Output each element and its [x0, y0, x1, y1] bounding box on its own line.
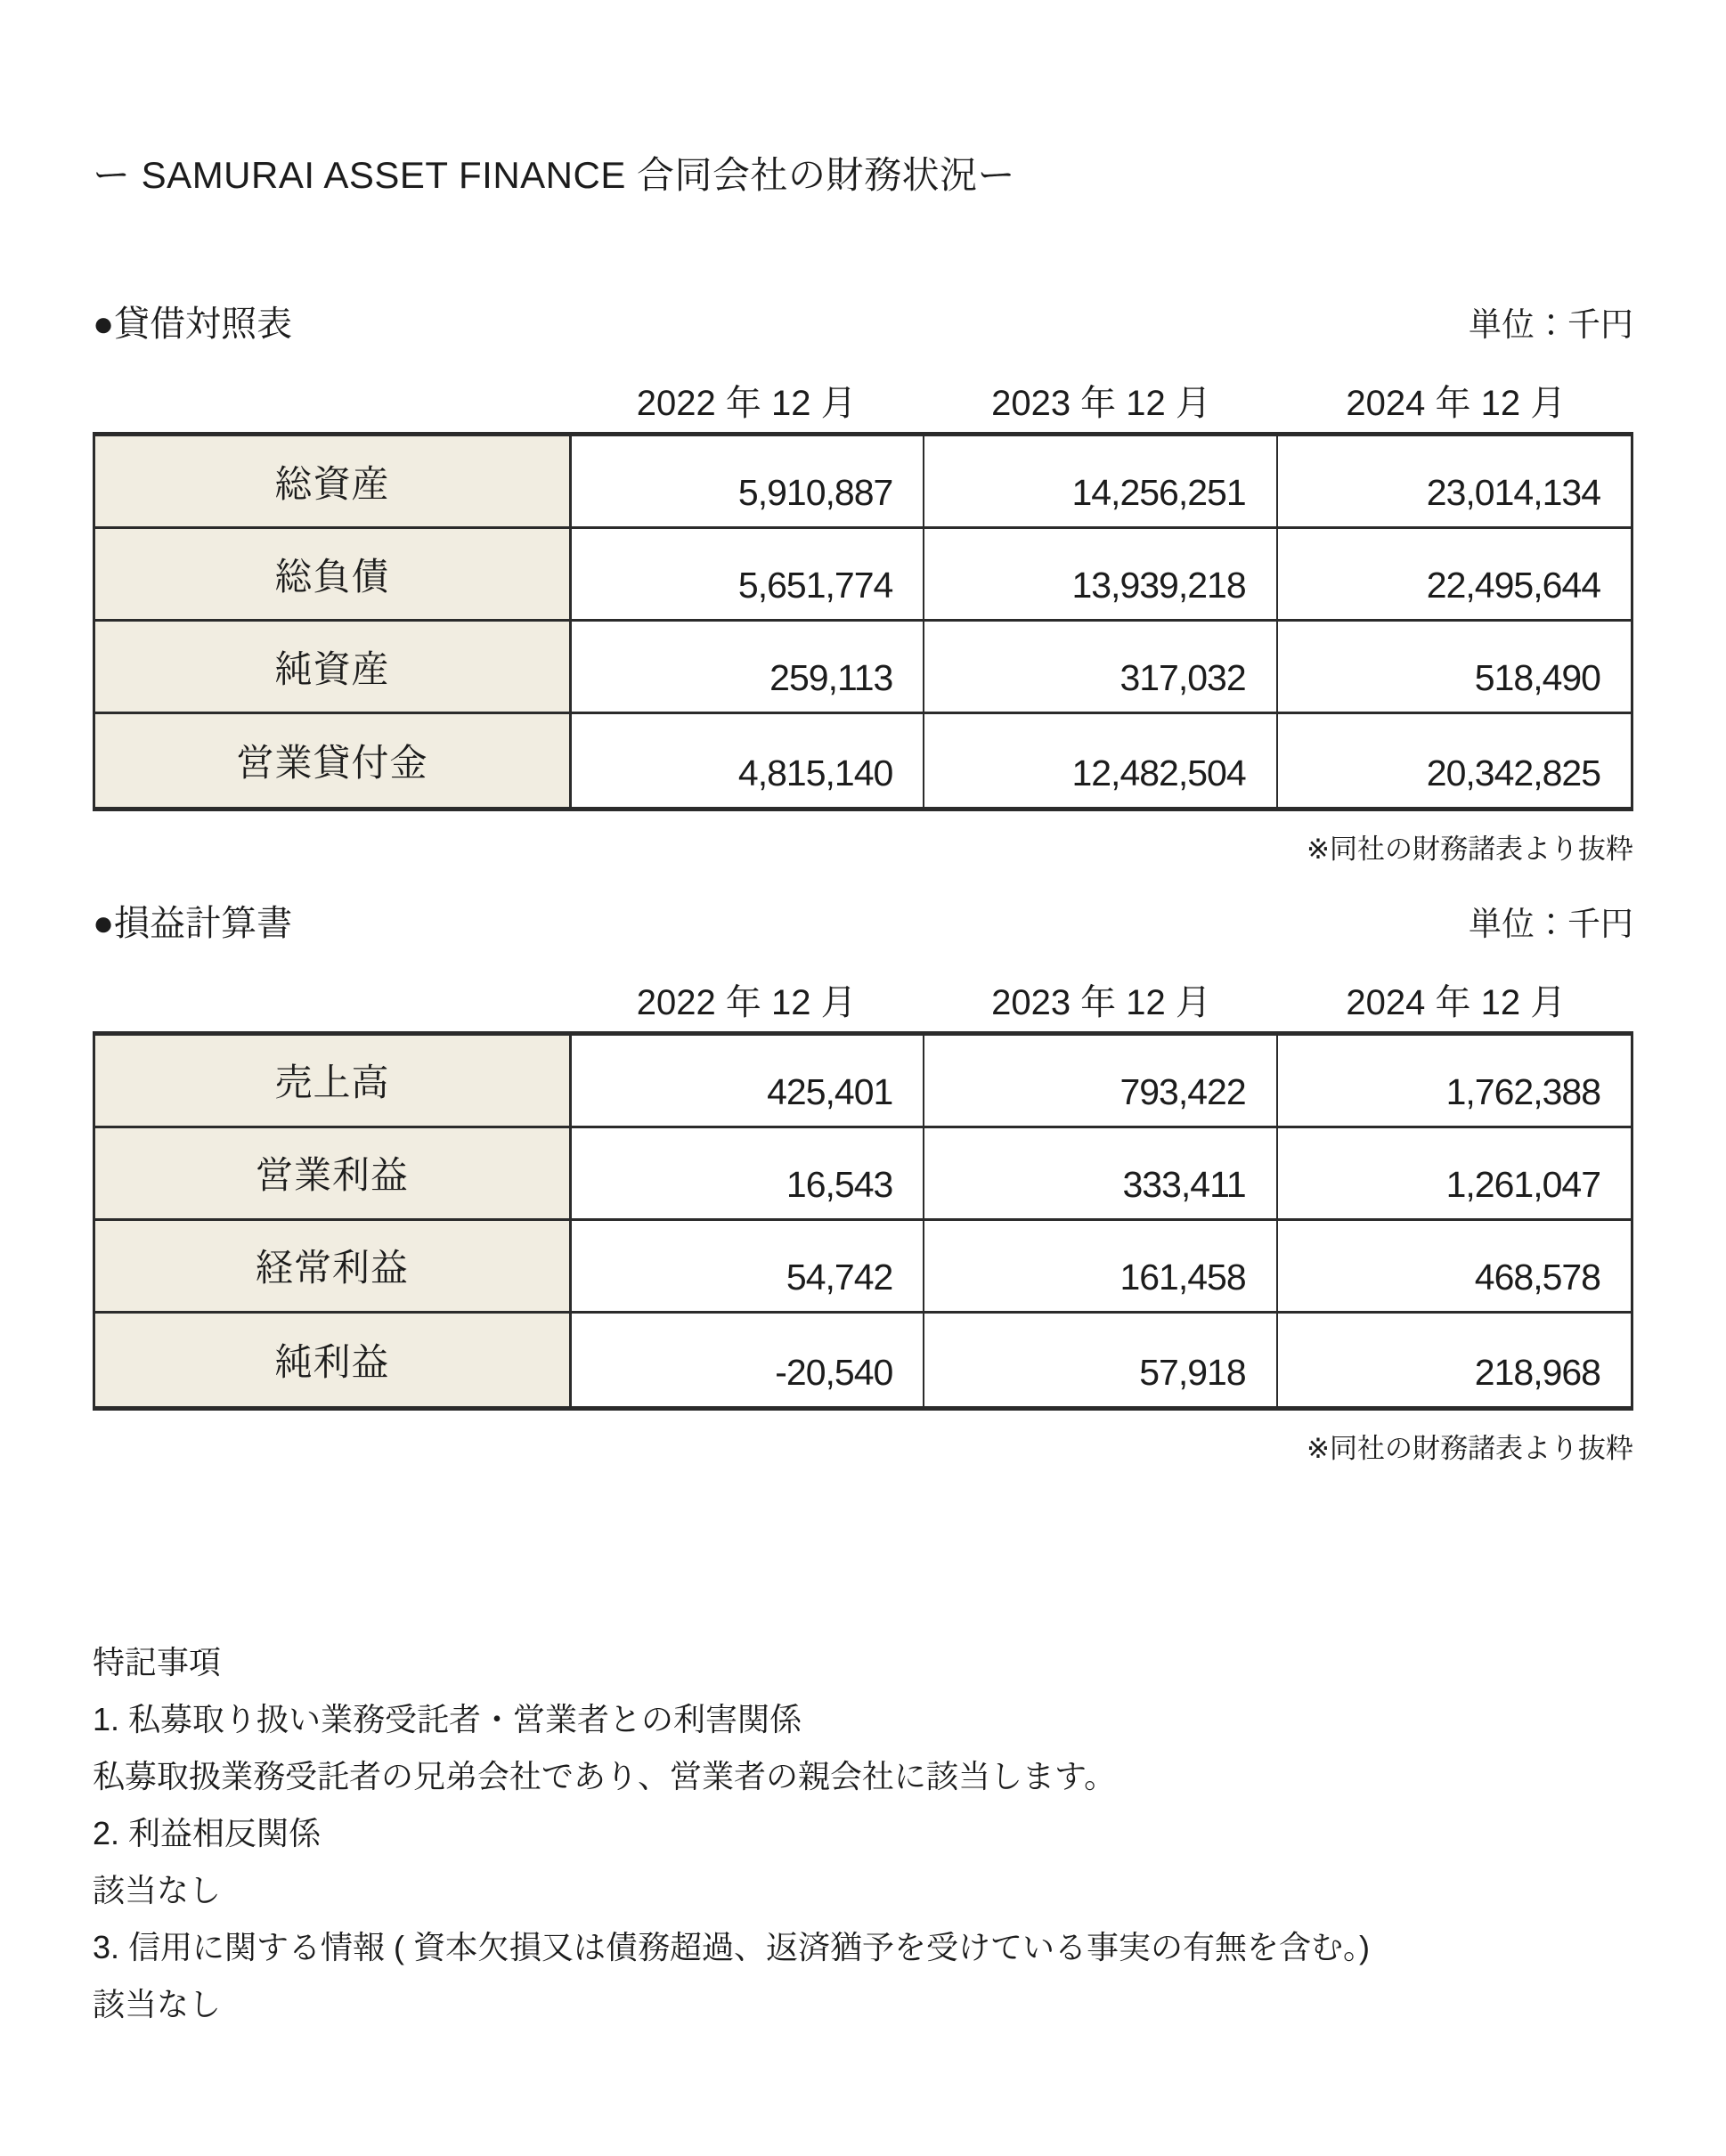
table-cell-value: 518,490: [1278, 622, 1631, 714]
table-cell-value: 23,014,134: [1278, 436, 1631, 529]
table-cell-value: 333,411: [924, 1128, 1277, 1221]
table-cell-value: 5,651,774: [572, 529, 924, 622]
income-statement-source-note: ※同社の財務諸表より抜粋: [1307, 1432, 1633, 1464]
table-cell-value: 1,261,047: [1278, 1128, 1631, 1221]
income-statement-section-header: [93, 902, 1633, 945]
note-line: 該当なし: [93, 1871, 222, 1908]
row-label: 総資産: [95, 436, 572, 529]
table-cell-value: 54,742: [572, 1221, 924, 1314]
income-statement-unit-label: 単位：千円: [1469, 905, 1633, 942]
table-cell-value: 12,482,504: [924, 714, 1277, 807]
income-statement-year-headers: [93, 982, 1633, 1023]
note-line: 該当なし: [93, 1985, 222, 2022]
table-cell-value: 57,918: [924, 1314, 1277, 1406]
table-cell-value: -20,540: [572, 1314, 924, 1406]
row-label: 総負債: [95, 529, 572, 622]
special-notes-section: [93, 1634, 1633, 2122]
row-label: 売上高: [95, 1036, 572, 1128]
row-label: 営業利益: [95, 1128, 572, 1221]
balance-sheet-table: [93, 432, 1633, 811]
page-title: ー SAMURAI ASSET FINANCE 合同会社の財務状況ー: [93, 154, 1016, 196]
note-line: 1. 私募取り扱い業務受託者・営業者との利害関係: [93, 1700, 802, 1737]
table-cell-value: 161,458: [924, 1221, 1277, 1314]
year-column-header: 2024 年 12 月: [1346, 982, 1567, 1022]
balance-sheet-unit-label: 単位：千円: [1469, 306, 1633, 344]
balance-sheet-year-headers: [93, 383, 1633, 424]
row-label: 経常利益: [95, 1221, 572, 1314]
table-cell-value: 317,032: [924, 622, 1277, 714]
year-column-header: 2022 年 12 月: [636, 982, 857, 1022]
table-cell-value: 425,401: [572, 1036, 924, 1128]
table-cell-value: 22,495,644: [1278, 529, 1631, 622]
table-cell-value: 4,815,140: [572, 714, 924, 807]
year-column-header: 2023 年 12 月: [991, 384, 1211, 424]
table-cell-value: 793,422: [924, 1036, 1277, 1128]
notes-heading: 特記事項: [93, 1643, 222, 1680]
income-statement-table: [93, 1031, 1633, 1411]
column-header-spacer: [93, 982, 569, 1023]
year-column-header: 2024 年 12 月: [1346, 384, 1567, 424]
note-line: 2. 利益相反関係: [93, 1814, 322, 1851]
row-label: 純利益: [95, 1314, 572, 1406]
table-cell-value: 20,342,825: [1426, 753, 1600, 794]
table-cell-value: 14,256,251: [924, 436, 1277, 529]
table-cell-value: 1,762,388: [1278, 1036, 1631, 1128]
table-cell-value: 13,939,218: [924, 529, 1277, 622]
table-cell-value: 5,910,887: [572, 436, 924, 529]
table-cell-value: 259,113: [572, 622, 924, 714]
row-label: 純資産: [95, 622, 572, 714]
table-cell-value: 16,543: [572, 1128, 924, 1221]
table-cell-value: 468,578: [1278, 1221, 1631, 1314]
column-header-spacer: [93, 383, 569, 424]
year-column-header: 2022 年 12 月: [636, 384, 857, 424]
row-label: 営業貸付金: [95, 714, 572, 807]
balance-sheet-section-header: [93, 303, 1633, 346]
year-column-header: 2023 年 12 月: [991, 982, 1211, 1022]
balance-sheet-source-note: ※同社の財務諸表より抜粋: [1307, 834, 1633, 866]
table-cell-value: 218,968: [1474, 1351, 1600, 1393]
income-statement-section: [93, 902, 1633, 1465]
note-line: 私募取扱業務受託者の兄弟会社であり、営業者の親会社に該当します。: [93, 1757, 1117, 1794]
income-statement-heading: ●損益計算書: [93, 903, 293, 943]
balance-sheet-section: [93, 303, 1633, 866]
note-line: 3. 信用に関する情報 ( 資本欠損又は債務超過、返済猶予を受けている事実の有無を含む。): [93, 1928, 1371, 1965]
balance-sheet-heading: ●貸借対照表: [93, 305, 293, 345]
